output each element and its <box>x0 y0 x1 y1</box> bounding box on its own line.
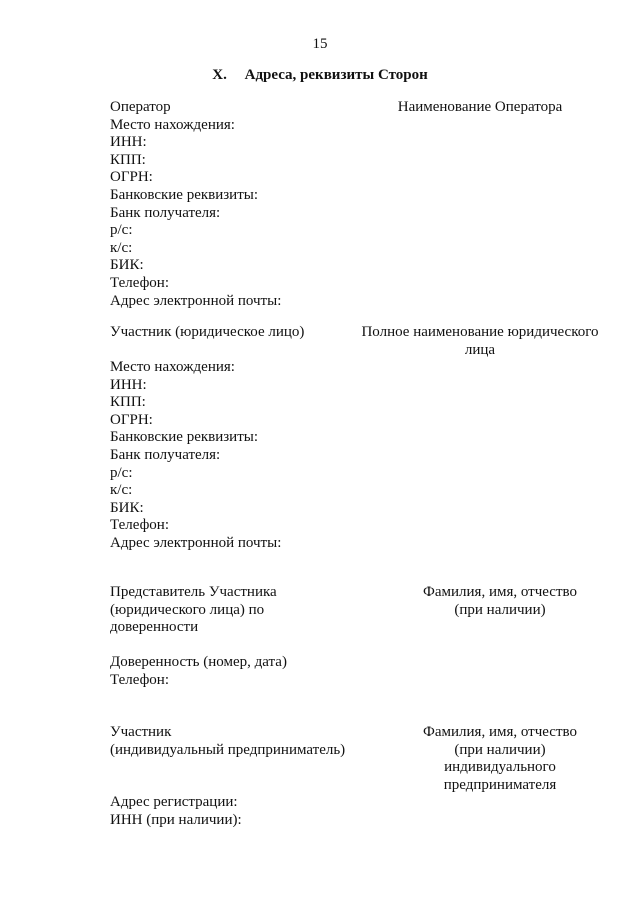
legal-entity-label: Участник (юридическое лицо) <box>110 324 305 340</box>
field-label: Телефон: <box>110 274 169 291</box>
operator-label: Оператор <box>110 99 171 115</box>
entrepreneur-name-line: индивидуального <box>444 759 556 776</box>
entrepreneur-name-line: предпринимателя <box>443 776 557 793</box>
field-label: ОГРН: <box>110 411 153 428</box>
operator-block <box>110 99 370 310</box>
representative-label-line: доверенности <box>110 619 199 636</box>
field-label: Место нахождения: <box>110 116 235 133</box>
field-label: ИНН (при наличии): <box>110 811 242 828</box>
field-label: БИК: <box>110 499 144 516</box>
field-label: Банк получателя: <box>110 446 221 463</box>
field-label: Доверенность (номер, дата) <box>110 654 287 670</box>
field-label: к/с: <box>110 482 133 499</box>
field-label: Место нахождения: <box>110 359 235 375</box>
entrepreneur-label <box>110 724 370 759</box>
section-number: X. <box>212 67 227 83</box>
field-label: Банковские реквизиты: <box>110 429 259 446</box>
field-label: Адрес регистрации: <box>110 794 238 810</box>
field-label: Адрес электронной почты: <box>110 534 282 551</box>
field-label: Телефон: <box>110 671 169 688</box>
field-label: Банк получателя: <box>110 204 221 221</box>
field-label: Банковские реквизиты: <box>110 186 259 203</box>
field-label: ОГРН: <box>110 169 153 186</box>
representative-name-line: (при наличии) <box>454 601 546 618</box>
entrepreneur-label-line: (индивидуальный предприниматель) <box>110 741 346 758</box>
representative-fields <box>110 654 370 689</box>
operator-name-placeholder: Наименование Оператора <box>397 99 563 115</box>
field-label: ИНН: <box>110 376 147 393</box>
representative-name-placeholder <box>380 584 620 619</box>
section-title: Адреса, реквизиты Сторон <box>244 67 428 83</box>
legal-entity-block <box>110 359 370 553</box>
field-label: Телефон: <box>110 517 169 534</box>
field-label: КПП: <box>110 394 146 411</box>
entrepreneur-label-line: Участник <box>110 724 172 740</box>
field-label: БИК: <box>110 257 144 274</box>
field-label: КПП: <box>110 151 146 168</box>
page-number: 15 <box>312 36 328 52</box>
entrepreneur-name-placeholder <box>380 724 620 794</box>
entrepreneur-name-line: (при наличии) <box>454 741 546 758</box>
section-heading <box>0 67 640 84</box>
field-label: Адрес электронной почты: <box>110 292 282 309</box>
representative-name-line: Фамилия, имя, отчество <box>423 584 577 600</box>
representative-label-line: Представитель Участника <box>110 584 277 600</box>
legal-entity-name-placeholder: Полное наименование юридического лица <box>361 324 599 358</box>
field-label: р/с: <box>110 222 133 239</box>
field-label: ИНН: <box>110 134 147 151</box>
field-label: р/с: <box>110 464 133 481</box>
representative-label <box>110 584 370 637</box>
entrepreneur-name-line: Фамилия, имя, отчество <box>423 724 577 740</box>
field-label: к/с: <box>110 239 133 256</box>
entrepreneur-fields <box>110 794 370 829</box>
representative-label-line: (юридического лица) по <box>110 601 265 618</box>
